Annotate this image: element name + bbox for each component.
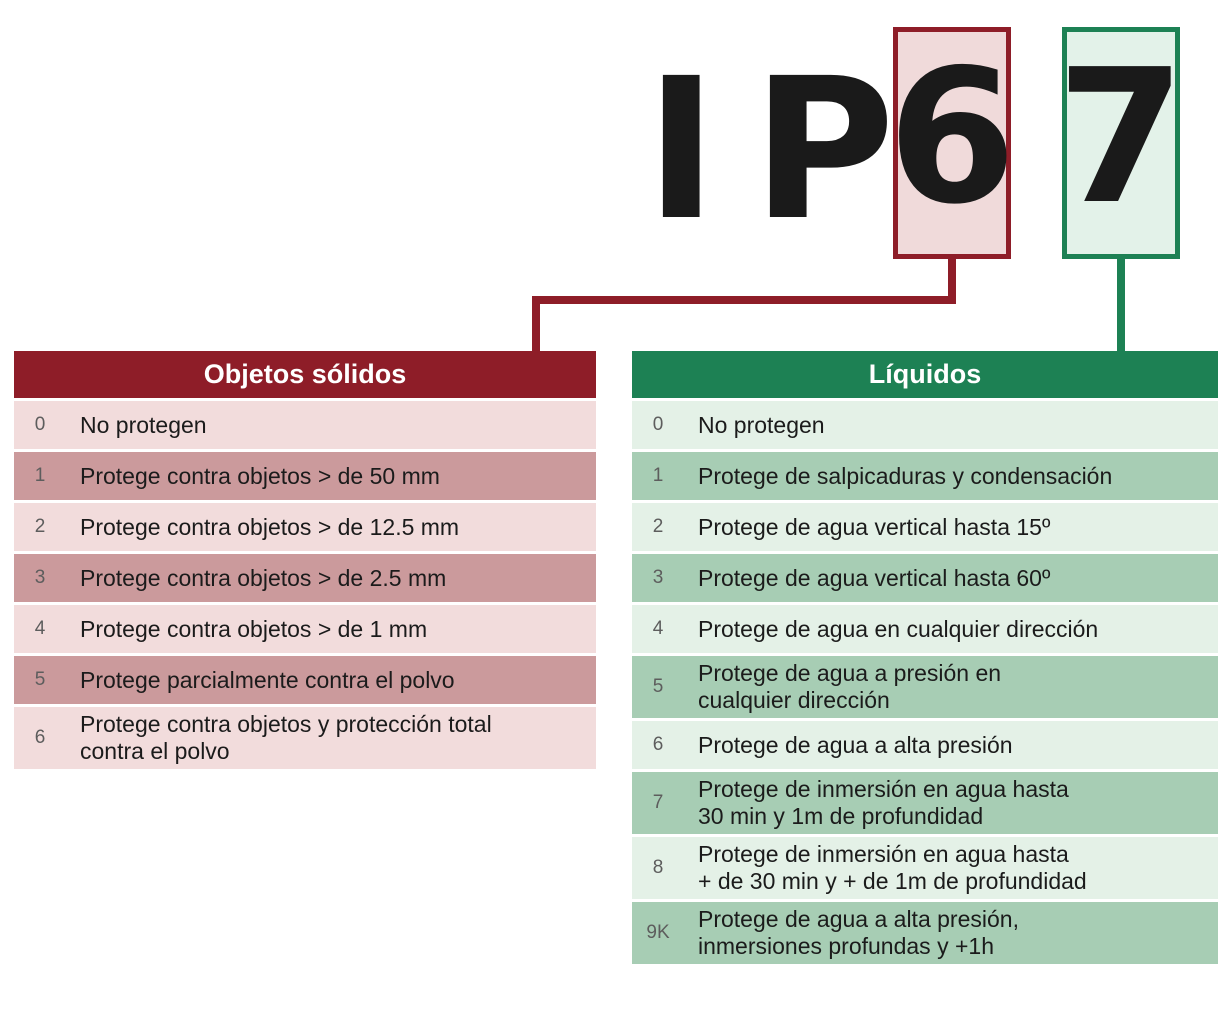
row-description-line2: 30 min y 1m de profundidad	[698, 803, 984, 829]
row-description-line2: contra el polvo	[80, 738, 230, 764]
ip-letter-p: P	[752, 36, 893, 263]
row-level: 6	[14, 707, 66, 769]
row-description	[684, 656, 1218, 718]
row-level: 7	[632, 772, 684, 834]
ip-code-header	[0, 0, 1232, 265]
table-row	[632, 605, 1218, 653]
row-description: Protege de agua vertical hasta 15º	[684, 503, 1218, 551]
row-description: Protege contra objetos > de 1 mm	[66, 605, 596, 653]
ip-liquid-digit: 7	[1056, 28, 1186, 245]
row-description-line1: Protege de agua a presión en	[698, 660, 1002, 686]
row-description: Protege de agua vertical hasta 60º	[684, 554, 1218, 602]
row-description: Protege contra objetos > de 50 mm	[66, 452, 596, 500]
table-row	[632, 401, 1218, 449]
ip-letter-i: I	[645, 36, 716, 263]
row-level: 3	[14, 554, 66, 602]
row-description-line1: Protege de inmersión en agua hasta	[698, 841, 1069, 867]
table-row	[632, 772, 1218, 834]
liquids-table-title: Líquidos	[632, 351, 1218, 398]
row-description-line1: Protege de agua a alta presión,	[698, 906, 1019, 932]
table-row	[632, 721, 1218, 769]
row-description	[66, 707, 596, 769]
row-description-line2: + de 30 min y + de 1m de profundidad	[698, 868, 1087, 894]
solid-objects-table	[14, 351, 596, 769]
row-description: Protege de agua a alta presión	[684, 721, 1218, 769]
table-row	[632, 452, 1218, 500]
table-row	[14, 452, 596, 500]
row-description-line1: Protege de inmersión en agua hasta	[698, 776, 1069, 802]
row-level: 0	[14, 401, 66, 449]
ip-solid-digit-box	[887, 27, 1017, 259]
table-row	[14, 605, 596, 653]
table-row	[14, 656, 596, 704]
row-description: Protege contra objetos > de 2.5 mm	[66, 554, 596, 602]
row-level: 2	[14, 503, 66, 551]
table-row	[632, 503, 1218, 551]
row-level: 6	[632, 721, 684, 769]
row-description	[684, 772, 1218, 834]
ip-solid-digit: 6	[887, 28, 1017, 245]
row-description-line2: inmersiones profundas y +1h	[698, 933, 994, 959]
table-row	[632, 837, 1218, 899]
row-description: Protege parcialmente contra el polvo	[66, 656, 596, 704]
solid-table-title: Objetos sólidos	[14, 351, 596, 398]
row-level: 3	[632, 554, 684, 602]
row-level: 8	[632, 837, 684, 899]
row-level: 2	[632, 503, 684, 551]
table-row	[14, 707, 596, 769]
row-description: Protege de agua en cualquier dirección	[684, 605, 1218, 653]
row-level: 4	[632, 605, 684, 653]
row-level: 4	[14, 605, 66, 653]
liquids-table	[632, 351, 1218, 964]
row-level: 1	[14, 452, 66, 500]
solid-connector-line	[536, 259, 952, 351]
row-description: No protegen	[66, 401, 596, 449]
table-row	[632, 902, 1218, 964]
row-level: 9K	[632, 902, 684, 964]
table-row	[14, 503, 596, 551]
table-row	[14, 401, 596, 449]
row-level: 0	[632, 401, 684, 449]
row-level: 5	[632, 656, 684, 718]
row-description-line1: Protege contra objetos y protección total	[80, 711, 492, 737]
row-description: No protegen	[684, 401, 1218, 449]
row-description	[684, 902, 1218, 964]
row-description: Protege de salpicaduras y condensación	[684, 452, 1218, 500]
row-description: Protege contra objetos > de 12.5 mm	[66, 503, 596, 551]
row-level: 1	[632, 452, 684, 500]
row-description-line2: cualquier dirección	[698, 687, 890, 713]
table-row	[632, 554, 1218, 602]
ip-liquid-digit-box	[1056, 27, 1186, 259]
table-row	[14, 554, 596, 602]
row-level: 5	[14, 656, 66, 704]
table-row	[632, 656, 1218, 718]
row-description	[684, 837, 1218, 899]
